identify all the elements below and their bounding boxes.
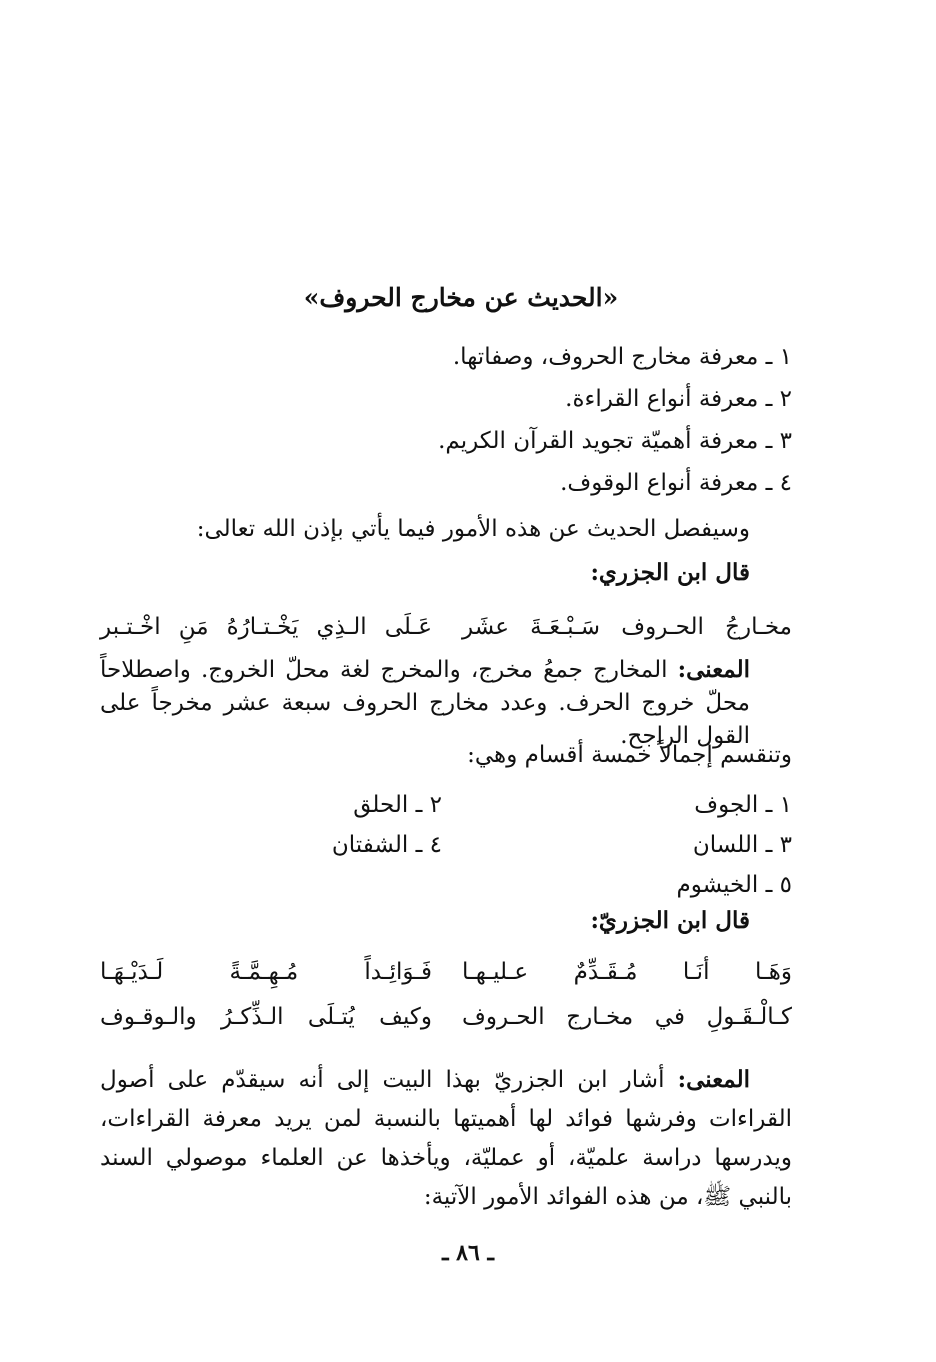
section-item: ٢ ـ الحلق bbox=[353, 792, 442, 818]
section-item: ٤ ـ الشفتان bbox=[331, 832, 442, 858]
section-item: ٣ ـ اللسان bbox=[692, 832, 792, 858]
topic-item: ١ ـ معرفة مخارج الحروف، وصفاتها. bbox=[452, 344, 792, 370]
intro-text: وسيفصل الحديث عن هذه الأمور فيما يأتي بإذن الله تعالى: bbox=[196, 516, 750, 542]
meaning-paragraph bbox=[100, 653, 792, 753]
topic-item: ٤ ـ معرفة أنواع الوقوف. bbox=[560, 470, 792, 496]
sections-row bbox=[100, 789, 792, 823]
meaning-label: المعنى: bbox=[677, 1066, 751, 1093]
sections-row bbox=[100, 869, 792, 903]
sections-row bbox=[100, 829, 792, 863]
topic-item: ٢ ـ معرفة أنواع القراءة. bbox=[565, 386, 792, 412]
meaning-paragraph bbox=[100, 1060, 792, 1217]
poem-verse bbox=[100, 1000, 792, 1036]
division-text: وتنقسم إجمالاً خمسة أقسام وهي: bbox=[467, 742, 792, 768]
verse-second-hemistich: عَـلَى الـذِي يَخْـتـارُهُ مَنِ اخْـتـبر bbox=[100, 614, 432, 640]
speaker-label: قال ابن الجزريّ: bbox=[590, 907, 750, 934]
page-number: ـ ٨٦ ـ bbox=[442, 1240, 494, 1266]
verse-second-hemistich: وكيف يُتـلَى الـذِّكـرُ والـوقـوف bbox=[100, 1004, 432, 1030]
meaning-text: المخارج جمعُ مخرج، والمخرج لغة محلّ الخروج. واصطلاحاً محلّ خروج الحرف. وعدد مخارج الحروف سبعة عشر مخرجاً على القول الراجح. bbox=[100, 657, 750, 749]
poem-verse bbox=[100, 955, 792, 991]
verse-first-hemistich: كـالْـقَـولِ في مخـارج الحـروف bbox=[462, 1004, 792, 1030]
verse-second-hemistich: فَـوَائِـداً مُـهِـمَّـةً لَـدَيْـهَـا bbox=[100, 959, 432, 985]
speaker-label: قال ابن الجزري: bbox=[590, 559, 750, 586]
poem-verse bbox=[100, 610, 792, 646]
verse-first-hemistich: وَهَـا أنَـا مُـقَـدِّمٌ عـليـهـا bbox=[462, 959, 792, 985]
page bbox=[100, 0, 792, 1362]
section-item: ١ ـ الجوف bbox=[694, 792, 792, 818]
verse-first-hemistich: مخـارجُ الحـروف سَـبْـعَـةَ عشَر bbox=[462, 614, 792, 640]
meaning-label: المعنى: bbox=[677, 656, 751, 683]
meaning-text: أشار ابن الجزريّ بهذا البيت إلى أنه سيقدّم على أصول القراءات وفرشها فوائد لها أهميتها بالنسبة لمن يريد معرفة القراءات، ويدرسها دراسة علميّة، أو عمليّة، ويأخذها عن العلماء موصولي السند بالنبي ﷺ، من هذه الفوائد الأمور الآتية: bbox=[100, 1067, 792, 1210]
section-item: ٥ ـ الخيشوم bbox=[676, 872, 792, 898]
chapter-title: «الحديث عن مخارج الحروف» bbox=[303, 283, 619, 312]
topic-item: ٣ ـ معرفة أهميّة تجويد القرآن الكريم. bbox=[438, 428, 792, 454]
